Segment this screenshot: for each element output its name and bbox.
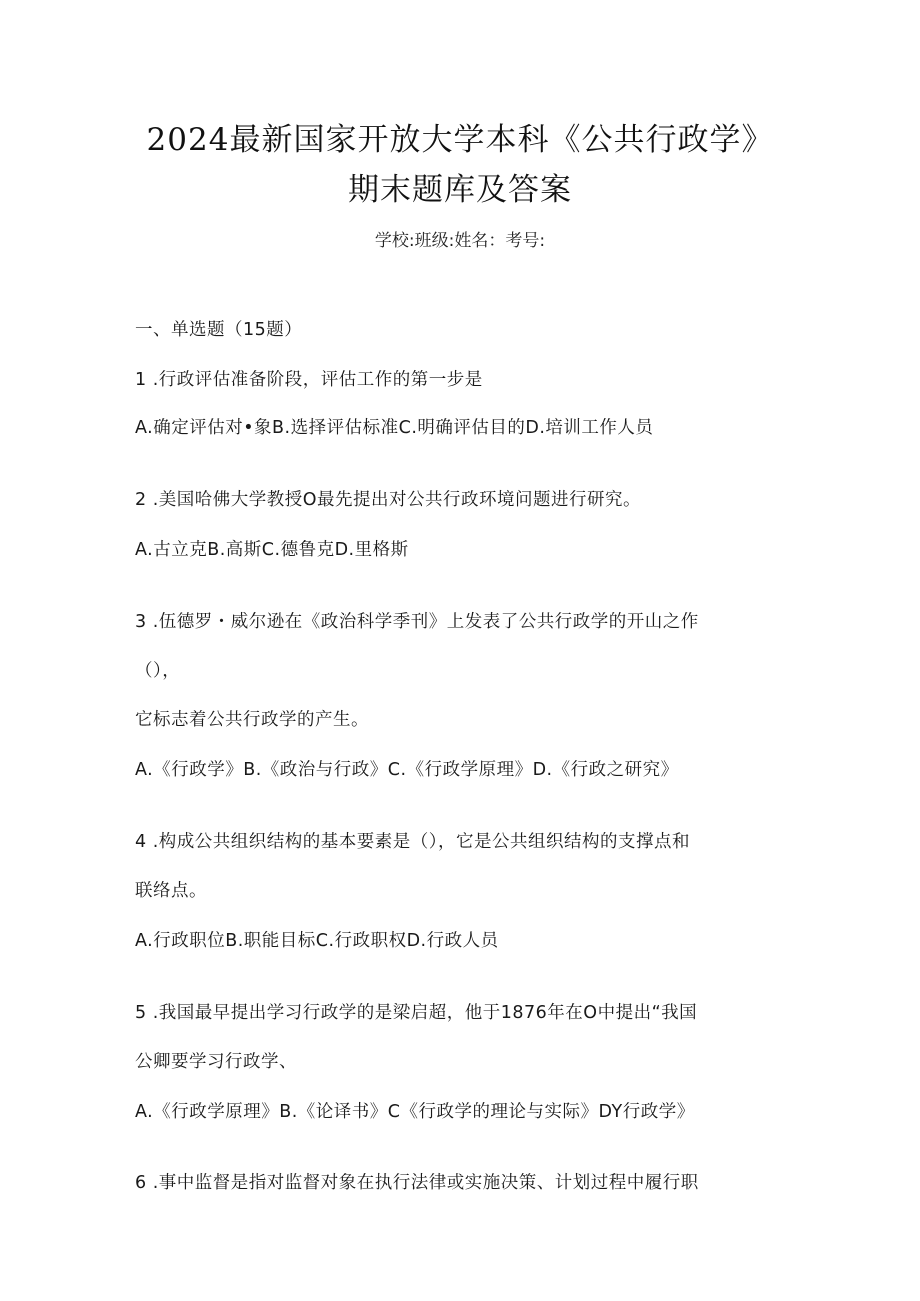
question-4-stem-line-1: 4 .构成公共组织结构的基本要素是（），它是公共组织结构的支撑点和 xyxy=(135,832,691,852)
question-2-stem: 2 .美国哈佛大学教授O最先提出对公共行政环境问题进行研究。 xyxy=(135,490,642,510)
question-2-options: A.古立克B.高斯C.德鲁克D.里格斯 xyxy=(135,540,409,560)
question-3-options: A.《行政学》B.《政治与行政》C.《行政学原理》D.《行政之研究》 xyxy=(135,760,679,780)
question-3-stem-line-2: （）， xyxy=(135,661,181,681)
document-title-line-1: 2024最新国家开放大学本科《公共行政学》 xyxy=(146,122,774,158)
document-title-line-2: 期末题库及答案 xyxy=(348,172,572,208)
question-4-options: A.行政职位B.职能目标C.行政职权D.行政人员 xyxy=(135,931,499,951)
student-info-line: 学校:班级:姓名：考号: xyxy=(374,231,546,251)
question-3-stem-line-1: 3 .伍德罗・威尔逊在《政治科学季刊》上发表了公共行政学的开山之作 xyxy=(135,612,699,632)
question-1-stem: 1 .行政评估准备阶段，评估工作的第一步是 xyxy=(135,370,483,390)
question-5-options: A.《行政学原理》B.《论译书》C《行政学的理论与实际》DY行政学》 xyxy=(135,1102,695,1122)
question-1-options: A.确定评估对•象B.选择评估标准C.明确评估目的D.培训工作人员 xyxy=(135,418,654,438)
question-6-stem-line-1: 6 .事中监督是指对监督对象在执行法律或实施决策、计划过程中履行职 xyxy=(135,1173,699,1193)
question-5-stem-line-1: 5 .我国最早提出学习行政学的是梁启超，他于1876年在O中提出“我国 xyxy=(135,1003,698,1023)
question-5-stem-line-2: 公卿要学习行政学、 xyxy=(135,1052,297,1072)
question-4-stem-line-2: 联络点。 xyxy=(135,881,207,901)
question-3-stem-line-3: 它标志着公共行政学的产生。 xyxy=(135,710,369,730)
section-heading: 一、单选题（15题） xyxy=(135,320,303,340)
